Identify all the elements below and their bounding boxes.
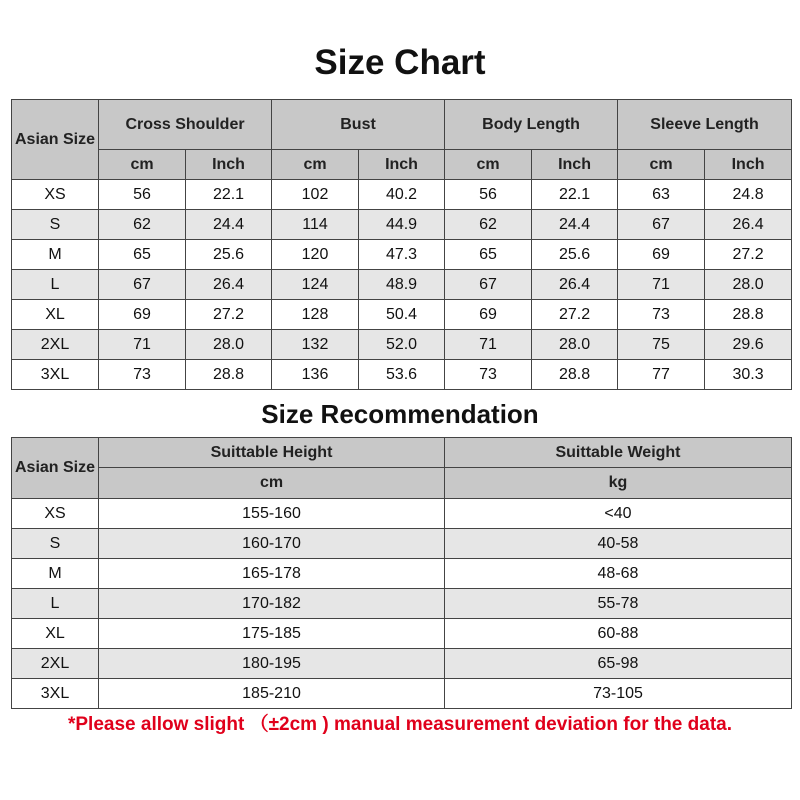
measurement-cell: 69 (445, 300, 532, 330)
table-row (12, 649, 792, 679)
group-header-sleeve-length: Sleeve Length (618, 100, 792, 150)
measurement-cell: 24.4 (186, 210, 272, 240)
measurement-cell: 71 (445, 330, 532, 360)
measurement-cell: 26.4 (705, 210, 792, 240)
height-cell: 185-210 (99, 679, 445, 709)
size-cell: 2XL (12, 330, 99, 360)
measurement-cell: 25.6 (532, 240, 618, 270)
size-recommendation-table (11, 437, 792, 709)
table-row (12, 210, 792, 240)
measurement-cell: 124 (272, 270, 359, 300)
unit-header-cm: cm (618, 150, 705, 180)
size-recommendation-title: Size Recommendation (261, 399, 539, 429)
size-cell: S (12, 529, 99, 559)
measurement-note: *Please allow slight （±2cm ) manual measurement deviation for the data. (67, 714, 732, 735)
table-row (12, 300, 792, 330)
measurement-cell: 28.0 (532, 330, 618, 360)
measurement-cell: 50.4 (359, 300, 445, 330)
measurement-cell: 28.0 (186, 330, 272, 360)
measurement-cell: 56 (99, 180, 186, 210)
height-cell: 175-185 (99, 619, 445, 649)
measurement-cell: 67 (618, 210, 705, 240)
measurement-cell: 28.8 (705, 300, 792, 330)
size-cell: L (12, 270, 99, 300)
unit-header-inch: Inch (359, 150, 445, 180)
table-row (12, 270, 792, 300)
table-row (12, 619, 792, 649)
measurement-cell: 120 (272, 240, 359, 270)
measurement-cell: 28.8 (532, 360, 618, 390)
measurement-cell: 75 (618, 330, 705, 360)
measurement-cell: 47.3 (359, 240, 445, 270)
measurement-cell: 29.6 (705, 330, 792, 360)
size-cell: 2XL (12, 649, 99, 679)
measurement-cell: 73 (445, 360, 532, 390)
height-cell: 165-178 (99, 559, 445, 589)
measurement-cell: 62 (99, 210, 186, 240)
size-cell: 3XL (12, 679, 99, 709)
measurement-cell: 30.3 (705, 360, 792, 390)
size-header: Asian Size (12, 438, 99, 499)
table-row (12, 360, 792, 390)
table-row (12, 559, 792, 589)
weight-cell: 65-98 (445, 649, 792, 679)
unit-header-cm: cm (99, 150, 186, 180)
group-header-bust: Bust (272, 100, 445, 150)
height-unit-header: cm (99, 468, 445, 499)
measurement-cell: 24.4 (532, 210, 618, 240)
measurement-cell: 73 (618, 300, 705, 330)
weight-header: Suittable Weight (445, 438, 792, 468)
measurement-cell: 48.9 (359, 270, 445, 300)
table-row (12, 679, 792, 709)
size-header: Asian Size (12, 100, 99, 180)
measurement-cell: 22.1 (532, 180, 618, 210)
measurement-cell: 77 (618, 360, 705, 390)
size-cell: S (12, 210, 99, 240)
weight-cell: 48-68 (445, 559, 792, 589)
group-header-body-length: Body Length (445, 100, 618, 150)
measurement-cell: 102 (272, 180, 359, 210)
measurement-cell: 67 (99, 270, 186, 300)
measurement-cell: 136 (272, 360, 359, 390)
size-cell: XS (12, 180, 99, 210)
measurement-cell: 27.2 (705, 240, 792, 270)
measurement-cell: 62 (445, 210, 532, 240)
measurement-cell: 25.6 (186, 240, 272, 270)
size-cell: XL (12, 300, 99, 330)
size-cell: XL (12, 619, 99, 649)
height-cell: 170-182 (99, 589, 445, 619)
measurement-cell: 114 (272, 210, 359, 240)
measurement-cell: 65 (99, 240, 186, 270)
weight-cell: 73-105 (445, 679, 792, 709)
table-row (12, 240, 792, 270)
unit-header-cm: cm (445, 150, 532, 180)
size-cell: XS (12, 499, 99, 529)
measurement-cell: 28.0 (705, 270, 792, 300)
measurement-cell: 67 (445, 270, 532, 300)
weight-cell: 60-88 (445, 619, 792, 649)
measurement-cell: 26.4 (186, 270, 272, 300)
height-cell: 180-195 (99, 649, 445, 679)
unit-header-inch: Inch (705, 150, 792, 180)
size-cell: M (12, 240, 99, 270)
size-chart-title: Size Chart (314, 43, 486, 82)
measurement-cell: 71 (618, 270, 705, 300)
size-cell: L (12, 589, 99, 619)
height-header: Suittable Height (99, 438, 445, 468)
measurement-cell: 56 (445, 180, 532, 210)
measurement-cell: 132 (272, 330, 359, 360)
unit-header-cm: cm (272, 150, 359, 180)
size-cell: M (12, 559, 99, 589)
measurement-cell: 22.1 (186, 180, 272, 210)
unit-header-inch: Inch (532, 150, 618, 180)
table-row (12, 180, 792, 210)
measurement-cell: 27.2 (532, 300, 618, 330)
measurement-cell: 52.0 (359, 330, 445, 360)
measurement-cell: 40.2 (359, 180, 445, 210)
table-row (12, 529, 792, 559)
weight-cell: 40-58 (445, 529, 792, 559)
table-row (12, 499, 792, 529)
height-cell: 155-160 (99, 499, 445, 529)
measurement-cell: 26.4 (532, 270, 618, 300)
measurement-cell: 63 (618, 180, 705, 210)
weight-cell: 55-78 (445, 589, 792, 619)
measurement-cell: 65 (445, 240, 532, 270)
weight-unit-header: kg (445, 468, 792, 499)
group-header-cross-shoulder: Cross Shoulder (99, 100, 272, 150)
measurement-cell: 27.2 (186, 300, 272, 330)
measurement-cell: 24.8 (705, 180, 792, 210)
measurement-cell: 71 (99, 330, 186, 360)
measurement-cell: 53.6 (359, 360, 445, 390)
measurement-cell: 128 (272, 300, 359, 330)
measurement-cell: 69 (618, 240, 705, 270)
measurement-cell: 73 (99, 360, 186, 390)
table-row (12, 330, 792, 360)
size-chart-table (11, 99, 792, 390)
measurement-cell: 28.8 (186, 360, 272, 390)
measurement-cell: 44.9 (359, 210, 445, 240)
unit-header-inch: Inch (186, 150, 272, 180)
weight-cell: <40 (445, 499, 792, 529)
size-cell: 3XL (12, 360, 99, 390)
height-cell: 160-170 (99, 529, 445, 559)
table-row (12, 589, 792, 619)
measurement-cell: 69 (99, 300, 186, 330)
